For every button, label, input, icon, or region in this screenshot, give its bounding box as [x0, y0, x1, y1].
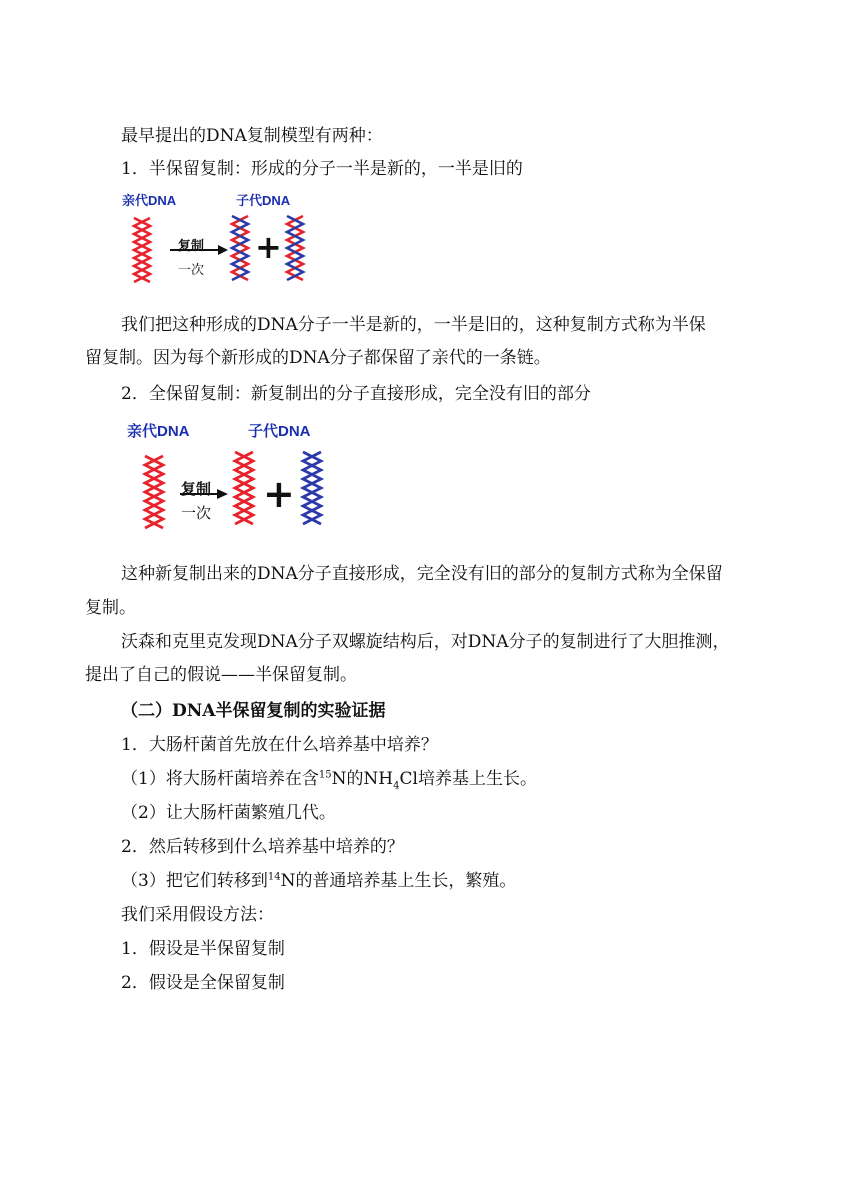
- child-dna-label: 子代DNA: [236, 193, 291, 208]
- conservative-explanation-line1: 这种新复制出来的DNA分子直接形成，完全没有旧的部分的复制方式称为全保留: [121, 564, 723, 584]
- arrow-label-bottom: 一次: [181, 504, 212, 522]
- model-2-title: 2．全保留复制：新复制出的分子直接形成，完全没有旧的部分: [121, 384, 591, 404]
- plus-sign: +: [255, 228, 282, 266]
- isotope-14-superscript: 14: [267, 871, 281, 883]
- isotope-15-superscript: 15: [318, 769, 332, 781]
- step-3-pre: （3）把它们转移到: [121, 871, 268, 891]
- question-2: 2．然后转移到什么培养基中培养的？: [121, 837, 404, 857]
- arrow-head: [218, 245, 228, 255]
- step-1-mid: N的NH: [331, 769, 394, 789]
- conservative-helices: [125, 448, 340, 536]
- arrow-label-top: 复制: [181, 480, 212, 498]
- section-heading: （二）DNA半保留复制的实验证据: [121, 701, 386, 721]
- conservative-diagram: [125, 420, 340, 535]
- arrow-head: [217, 489, 228, 499]
- hypothesis-1: 1．假设是半保留复制: [121, 939, 285, 959]
- arrow-label-top: 复制: [178, 239, 205, 254]
- question-1: 1．大肠杆菌首先放在什么培养基中培养？: [121, 735, 438, 755]
- semi-conservative-explanation-line2: 留复制。因为每个新形成的DNA分子都保留了亲代的一条链。: [85, 348, 551, 368]
- model-1-title: 1．半保留复制：形成的分子一半是新的，一半是旧的: [121, 159, 523, 179]
- intro-paragraph: 最早提出的DNA复制模型有两种：: [121, 126, 383, 146]
- parent-dna-label: 亲代DNA: [122, 193, 177, 208]
- watson-crick-line1: 沃森和克里克发现DNA分子双螺旋结构后，对DNA分子的复制进行了大胆推测，: [121, 632, 730, 652]
- conservative-explanation-line2: 复制。: [85, 598, 136, 618]
- parent-dna-label: 亲代DNA: [127, 423, 190, 440]
- semi-conservative-diagram: [120, 190, 320, 290]
- child-dna-label: 子代DNA: [248, 423, 311, 440]
- semi-conservative-explanation-line1: 我们把这种形成的DNA分子一半是新的，一半是旧的，这种复制方式称为半保: [121, 315, 706, 335]
- nh4-subscript: 4: [393, 780, 400, 792]
- step-1: [121, 767, 821, 791]
- watson-crick-line2: 提出了自己的假说——半保留复制。: [85, 665, 357, 685]
- arrow-label-bottom: 一次: [178, 263, 205, 278]
- step-1-post: Cl培养基上生长。: [399, 769, 537, 789]
- semi-conservative-helices: [120, 212, 320, 287]
- step-3-post: N的普通培养基上生长，繁殖。: [280, 871, 517, 891]
- method-intro: 我们采用假设方法：: [121, 905, 274, 925]
- step-3: [121, 869, 821, 893]
- hypothesis-2: 2．假设是全保留复制: [121, 973, 285, 993]
- step-1-pre: （1）将大肠杆菌培养在含: [121, 769, 319, 789]
- step-2: （2）让大肠杆菌繁殖几代。: [121, 803, 336, 823]
- plus-sign: +: [263, 472, 295, 516]
